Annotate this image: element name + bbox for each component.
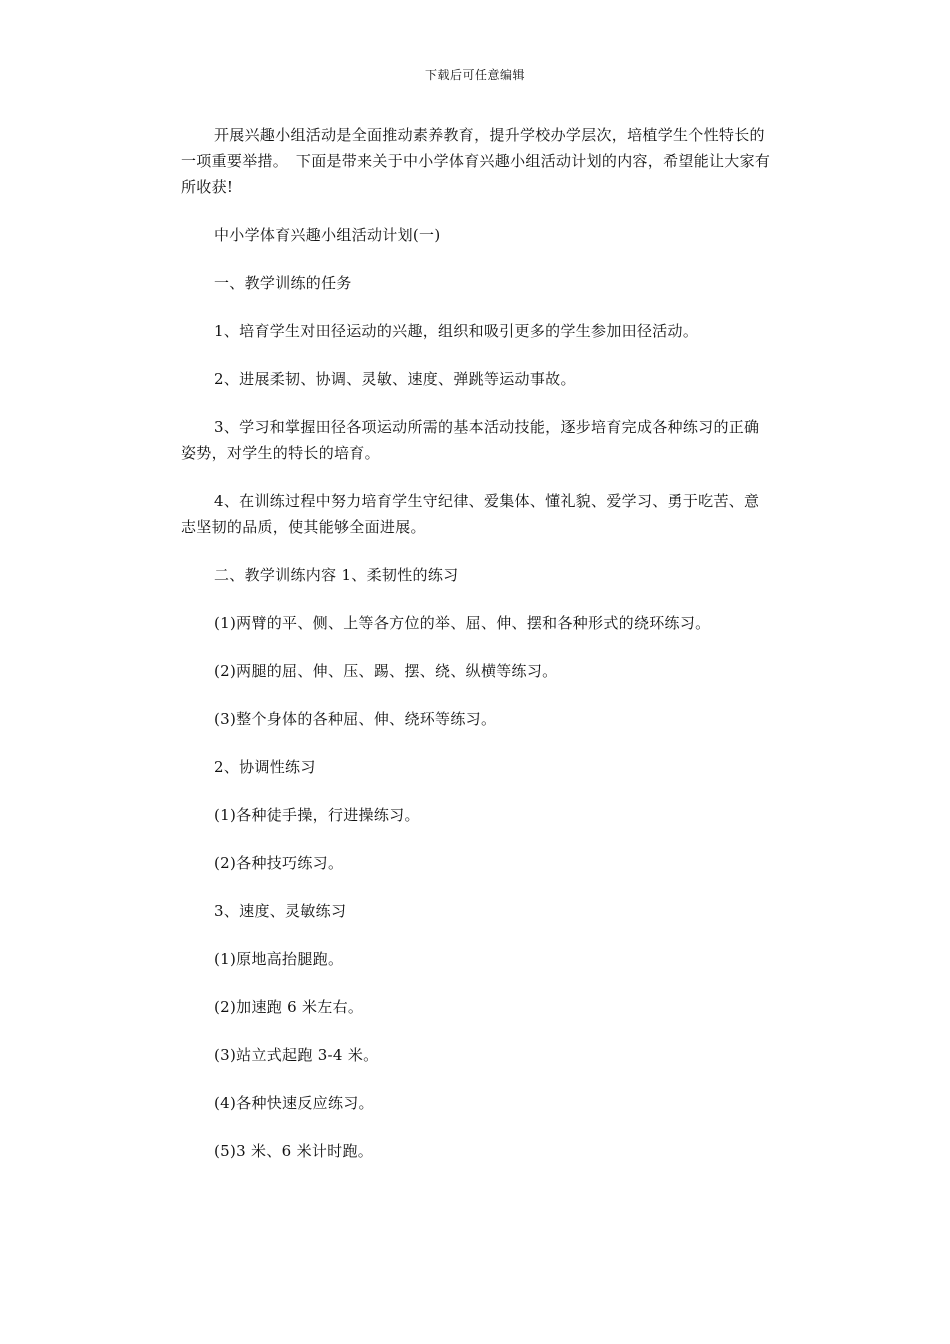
speed-item-5: (5)3 米、6 米计时跑。 xyxy=(214,1142,374,1160)
subheading-coordination: 2、协调性练习 xyxy=(214,758,316,776)
intro-paragraph: 开展兴趣小组活动是全面推动素养教育，提升学校办学层次，培植学生个性特长的一项重要举措。 下面是带来关于中小学体育兴趣小组活动计划的内容，希望能让大家有所收获! xyxy=(181,126,771,196)
document-body xyxy=(181,122,773,1186)
subheading-speed-agility: 3、速度、灵敏练习 xyxy=(214,902,347,920)
speed-item-2: (2)加速跑 6 米左右。 xyxy=(214,998,364,1016)
coordination-item-2: (2)各种技巧练习。 xyxy=(214,854,344,872)
section-heading-tasks: 一、教学训练的任务 xyxy=(214,274,352,292)
coordination-item-1: (1)各种徒手操，行进操练习。 xyxy=(214,806,420,824)
flexibility-item-1: (1)两臂的平、侧、上等各方位的举、屈、伸、摆和各种形式的绕环练习。 xyxy=(214,614,711,632)
page-header-note: 下载后可任意编辑 xyxy=(424,68,525,82)
section-heading-content: 二、教学训练内容 1、柔韧性的练习 xyxy=(214,566,459,584)
flexibility-item-3: (3)整个身体的各种屈、伸、绕环等练习。 xyxy=(214,710,497,728)
task-item-1: 1、培育学生对田径运动的兴趣，组织和吸引更多的学生参加田径活动。 xyxy=(214,322,699,340)
flexibility-item-2: (2)两腿的屈、伸、压、踢、摆、绕、纵横等练习。 xyxy=(214,662,558,680)
speed-item-1: (1)原地高抬腿跑。 xyxy=(214,950,344,968)
task-item-2: 2、进展柔韧、协调、灵敏、速度、弹跳等运动事故。 xyxy=(214,370,576,388)
task-item-4: 4、在训练过程中努力培育学生守纪律、爱集体、懂礼貌、爱学习、勇于吃苦、意志坚韧的品质，使其能够全面进展。 xyxy=(181,492,760,536)
task-item-3: 3、学习和掌握田径各项运动所需的基本活动技能，逐步培育完成各种练习的正确姿势，对学生的特长的培育。 xyxy=(181,418,760,462)
speed-item-3: (3)站立式起跑 3-4 米。 xyxy=(214,1046,379,1064)
plan-title: 中小学体育兴趣小组活动计划(一) xyxy=(214,226,441,244)
speed-item-4: (4)各种快速反应练习。 xyxy=(214,1094,374,1112)
